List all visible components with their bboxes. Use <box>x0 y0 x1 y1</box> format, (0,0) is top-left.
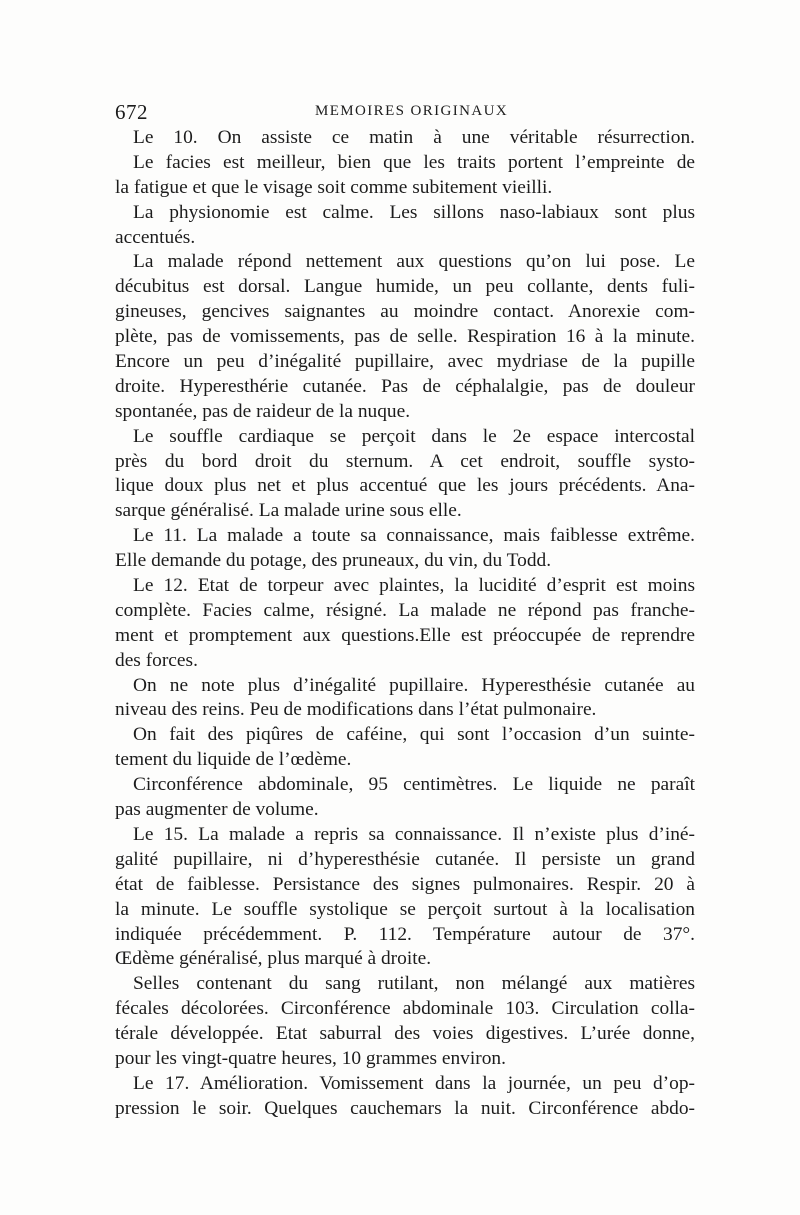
page-number: 672 <box>115 100 148 124</box>
text-line: gineuses, gencives saignantes au moindre contact. Anorexie com- <box>115 301 695 323</box>
text-line: plète, pas de vomissements, pas de selle. Respiration 16 à la minute. <box>115 326 695 348</box>
text-line: près du bord droit du sternum. A cet endroit, souffle systo- <box>115 450 695 472</box>
text-line: niveau des reins. Peu de modifications dans l’état pulmonaire. <box>115 699 597 721</box>
text-line: Le souffle cardiaque se perçoit dans le 2e espace intercostal <box>133 425 695 447</box>
text-line: lique doux plus net et plus accentué que les jours précédents. Ana- <box>115 475 695 497</box>
text-line: Le facies est meilleur, bien que les traits portent l’empreinte de <box>133 151 695 173</box>
text-line: complète. Facies calme, résigné. La malade ne répond pas franche- <box>115 599 695 621</box>
text-line: ment et promptement aux questions.Elle est préoccupée de reprendre <box>115 624 695 646</box>
text-line: accentués. <box>115 226 196 248</box>
text-line: état de faiblesse. Persistance des signes pulmonaires. Respir. 20 à <box>115 873 695 895</box>
text-line: galité pupillaire, ni d’hyperesthésie cutanée. Il persiste un grand <box>115 848 695 870</box>
text-line: térale développée. Etat saburral des voies digestives. L’urée donne, <box>115 1023 695 1045</box>
running-title: MEMOIRES ORIGINAUX <box>315 103 509 119</box>
text-line: droite. Hyperesthérie cutanée. Pas de céphalalgie, pas de douleur <box>115 375 695 397</box>
text-line: sarque généralisé. La malade urine sous elle. <box>115 500 462 522</box>
text-line: la minute. Le souffle systolique se perçoit surtout à la localisation <box>115 898 695 920</box>
text-line: la fatigue et que le visage soit comme subitement vieilli. <box>115 176 553 198</box>
text-line: indiquée précédemment. P. 112. Température autour de 37°. <box>115 923 695 945</box>
text-line: Œdème généralisé, plus marqué à droite. <box>115 948 432 970</box>
text-line: La physionomie est calme. Les sillons naso-labiaux sont plus <box>133 201 695 223</box>
body-text <box>115 126 695 1122</box>
text-line: Le 15. La malade a repris sa connaissance. Il n’existe plus d’iné- <box>133 823 695 845</box>
text-line: Elle demande du potage, des pruneaux, du vin, du Todd. <box>115 550 552 572</box>
text-line: pas augmenter de volume. <box>115 799 319 821</box>
text-line: Selles contenant du sang rutilant, non mélangé aux matières <box>133 973 695 995</box>
text-line: Le 11. La malade a toute sa connaissance, mais faiblesse extrême. <box>133 525 695 547</box>
text-line: La malade répond nettement aux questions qu’on lui pose. Le <box>133 251 695 273</box>
text-line: Le 17. Amélioration. Vomissement dans la journée, un peu d’op- <box>133 1072 695 1094</box>
text-line: pour les vingt-quatre heures, 10 grammes environ. <box>115 1047 506 1069</box>
text-line: décubitus est dorsal. Langue humide, un peu collante, dents fuli- <box>115 276 695 298</box>
text-line: Le 12. Etat de torpeur avec plaintes, la lucidité d’esprit est moins <box>133 575 695 597</box>
text-line: tement du liquide de l’œdème. <box>115 749 352 771</box>
text-line: Le 10. On assiste ce matin à une véritable résurrection. <box>133 127 695 148</box>
text-line: On fait des piqûres de caféine, qui sont l’occasion d’un suinte- <box>133 724 695 746</box>
text-line: fécales décolorées. Circonférence abdominale 103. Circulation colla- <box>115 998 695 1020</box>
text-line: Circonférence abdominale, 95 centimètres. Le liquide ne paraît <box>133 774 695 796</box>
text-line: pression le soir. Quelques cauchemars la nuit. Circonférence abdo- <box>115 1097 695 1119</box>
text-line: On ne note plus d’inégalité pupillaire. Hyperesthésie cutanée au <box>133 674 695 696</box>
text-line: Encore un peu d’inégalité pupillaire, avec mydriase de la pupille <box>115 351 695 373</box>
page-header <box>115 100 695 124</box>
text-line: des forces. <box>115 649 198 671</box>
text-line: spontanée, pas de raideur de la nuque. <box>115 400 411 422</box>
